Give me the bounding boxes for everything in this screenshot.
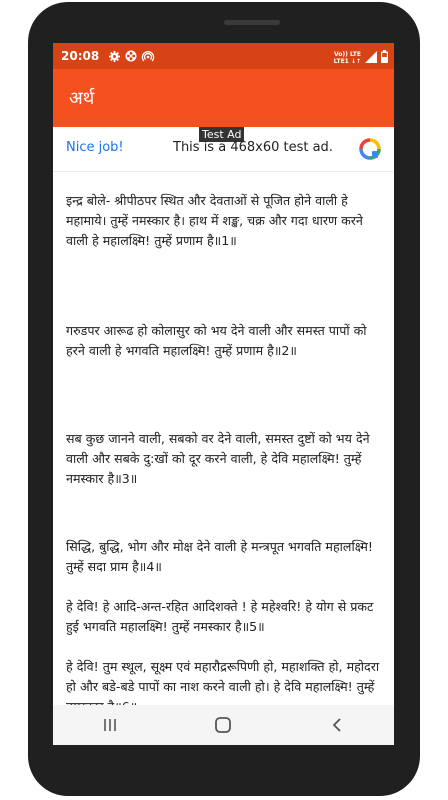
pinwheel-icon [125,50,137,62]
gear-icon [109,51,120,62]
ad-label: Test Ad [199,127,244,142]
navigation-bar [53,705,394,745]
recent-apps-icon[interactable] [80,705,140,745]
verse-3: सब कुछ जानने वाली, सबको वर देने वाली, समस्त दुष्टों को भय देने वाली और सबके दु:खों को दूर करने वाली, हे देवि महालक्ष्मि! तुम्हें नमस्कार है॥3॥ [66,431,370,486]
status-time: 20:08 [61,49,100,63]
verse-5: हे देवि! हे आदि-अन्त-रहित आदिशक्ते ! हे महेश्वरि! हे योग से प्रकट हुई भगवति महालक्ष्मि! तुम्हें नमस्कार है॥5॥ [66,599,374,634]
app-bar [53,69,394,127]
battery-icon [381,48,388,67]
hotspot-icon [142,50,154,62]
page-title: अर्थ [69,88,95,109]
status-bar [53,43,394,69]
verse-1: इन्द्र बोले- श्रीपीठपर स्थित और देवताओं से पूजित होने वाली हे महामाये। तुम्हें नमस्कार है। हाथ में शङ्ख, चक्र और गदा धारण करने वाली हे महालक्ष्मि! तुम्हें प्रणाम है॥1॥ [66,193,363,248]
signal-icon [365,48,377,67]
verse-2: गरुडपर आरूढ हो कोलासुर को भय देने वाली और समस्त पापों को हरने वाली हे भगवति महालक्ष्मि! तुम्हें प्रणाम है॥2॥ [66,323,367,358]
verse-6: हे देवि! तुम स्थूल, सूक्ष्म एवं महारौद्ररूपिणी हो, महाशक्ति हो, महोदरा हो और बडे-बडे पापों का नाश करने वाली हो। हे देवि महालक्ष्मि! तुम्हें [66,659,380,694]
screen [53,43,394,745]
network-type: Vo)) LTE LTE1 ↓↑ [333,50,361,65]
ad-choices-logo-icon[interactable] [358,137,382,165]
ad-headline[interactable]: Nice job! [66,140,124,155]
home-icon[interactable] [193,705,253,745]
verse-list[interactable] [53,171,394,705]
ad-banner[interactable] [53,127,394,172]
back-icon[interactable] [307,705,367,745]
ad-text[interactable]: This is a 468x60 test ad. [173,140,333,155]
verse-4: सिद्धि, बुद्धि, भोग और मोक्ष देने वाली हे मन्त्रपूत भगवति महालक्ष्मि! तुम्हें सदा प्राम है॥4॥ [66,539,373,574]
speaker-grille [224,20,280,25]
